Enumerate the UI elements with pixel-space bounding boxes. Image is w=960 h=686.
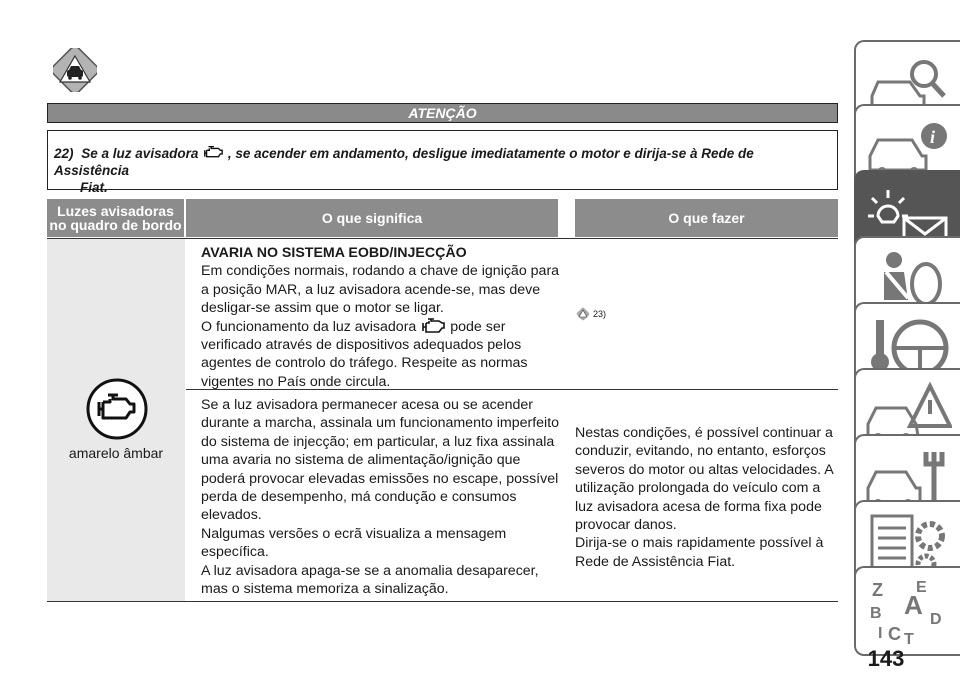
reference-number: 23) bbox=[593, 309, 607, 319]
row2-action-2: Dirija-se o mais rapidamente possível à Rede de Assistência Fiat. bbox=[575, 535, 824, 570]
engine-icon bbox=[420, 318, 446, 334]
row1-text-b bbox=[201, 318, 561, 392]
header-action: O que fazer bbox=[575, 199, 838, 237]
svg-text:E: E bbox=[916, 579, 927, 596]
row1-text-a: Em condições normais, rodando a chave de ignição para a posição MAR, a luz avisadora acende-se, mas deve desligar-se assim que o motor se ligar. bbox=[201, 263, 560, 317]
svg-text:B: B bbox=[870, 605, 882, 622]
warning-number: 22) bbox=[54, 146, 74, 161]
row1-title: AVARIA NO SISTEMA EOBD/INJECÇÃO bbox=[201, 245, 467, 261]
warning-text-after: , se acender em andamento, desligue imediatamente o motor e dirija-se à Rede de Assistência bbox=[54, 146, 754, 178]
row2-meaning-1: Se a luz avisadora permanecer acesa ou se acender durante a marcha, assinala um funcionamento imperfeito do sistema de injecção; em particular, a luz fixa assinala uma avaria no sistema de alimentação/ignição que poderá provocar elevadas emissões no escape, possível perda de desempenho, má condução e consumos elevados. bbox=[201, 397, 560, 524]
svg-text:Z: Z bbox=[872, 580, 883, 600]
warning-triangle-icon bbox=[53, 48, 97, 92]
row2-meaning bbox=[201, 396, 561, 598]
warning-note bbox=[47, 130, 838, 195]
header-col1-line1: Luzes avisadoras bbox=[57, 203, 174, 219]
warning-triangle-icon bbox=[576, 307, 590, 321]
engine-warning-lamp-icon bbox=[86, 378, 148, 440]
reference-note[interactable] bbox=[576, 307, 606, 321]
svg-text:C: C bbox=[888, 624, 901, 644]
row2-action bbox=[575, 424, 840, 571]
row1-text-b-after: pode ser verificado através de dispositivos adequados pelos agentes de controlo do tráfego. Respeite as normas vigentes no País onde circula. bbox=[201, 318, 528, 390]
row2-action-1: Nestas condições, é possível continuar a conduzir, evitando, no entanto, esforços severos do motor ou altas velocidades. A utilização prolongada do veículo com a luz avisadora acesa de forma fixa pode provocar danos. bbox=[575, 425, 833, 534]
row2-meaning-3: A luz avisadora apaga-se se a anomalia desaparecer, mas o sistema memoriza a sinalização. bbox=[201, 562, 539, 598]
divider bbox=[47, 238, 838, 239]
alphabet-index-icon bbox=[864, 574, 952, 650]
header-col1-line2: no quadro de bordo bbox=[49, 217, 182, 233]
tab-alphabet-index[interactable] bbox=[854, 566, 960, 656]
row2-meaning-2: Nalgumas versões o ecrã visualiza a mensagem específica. bbox=[201, 525, 507, 561]
engine-icon bbox=[202, 146, 224, 160]
header-warning-lights bbox=[47, 199, 184, 237]
svg-text:i: i bbox=[930, 127, 936, 147]
lamp-color-label: amarelo âmbar bbox=[68, 445, 164, 461]
warning-text-line2: Fiat. bbox=[80, 180, 108, 195]
warning-heading: ATENÇÃO bbox=[47, 103, 838, 123]
svg-text:A: A bbox=[904, 590, 923, 620]
svg-text:T: T bbox=[904, 631, 914, 648]
divider bbox=[47, 601, 838, 602]
svg-text:I: I bbox=[878, 625, 883, 642]
page-number: 143 bbox=[867, 646, 905, 671]
warning-text-before: Se a luz avisadora bbox=[81, 146, 199, 161]
row1-meaning bbox=[201, 244, 561, 391]
row1-text-b-before: O funcionamento da luz avisadora bbox=[201, 318, 417, 335]
header-meaning: O que significa bbox=[186, 199, 558, 237]
svg-text:D: D bbox=[930, 611, 942, 628]
